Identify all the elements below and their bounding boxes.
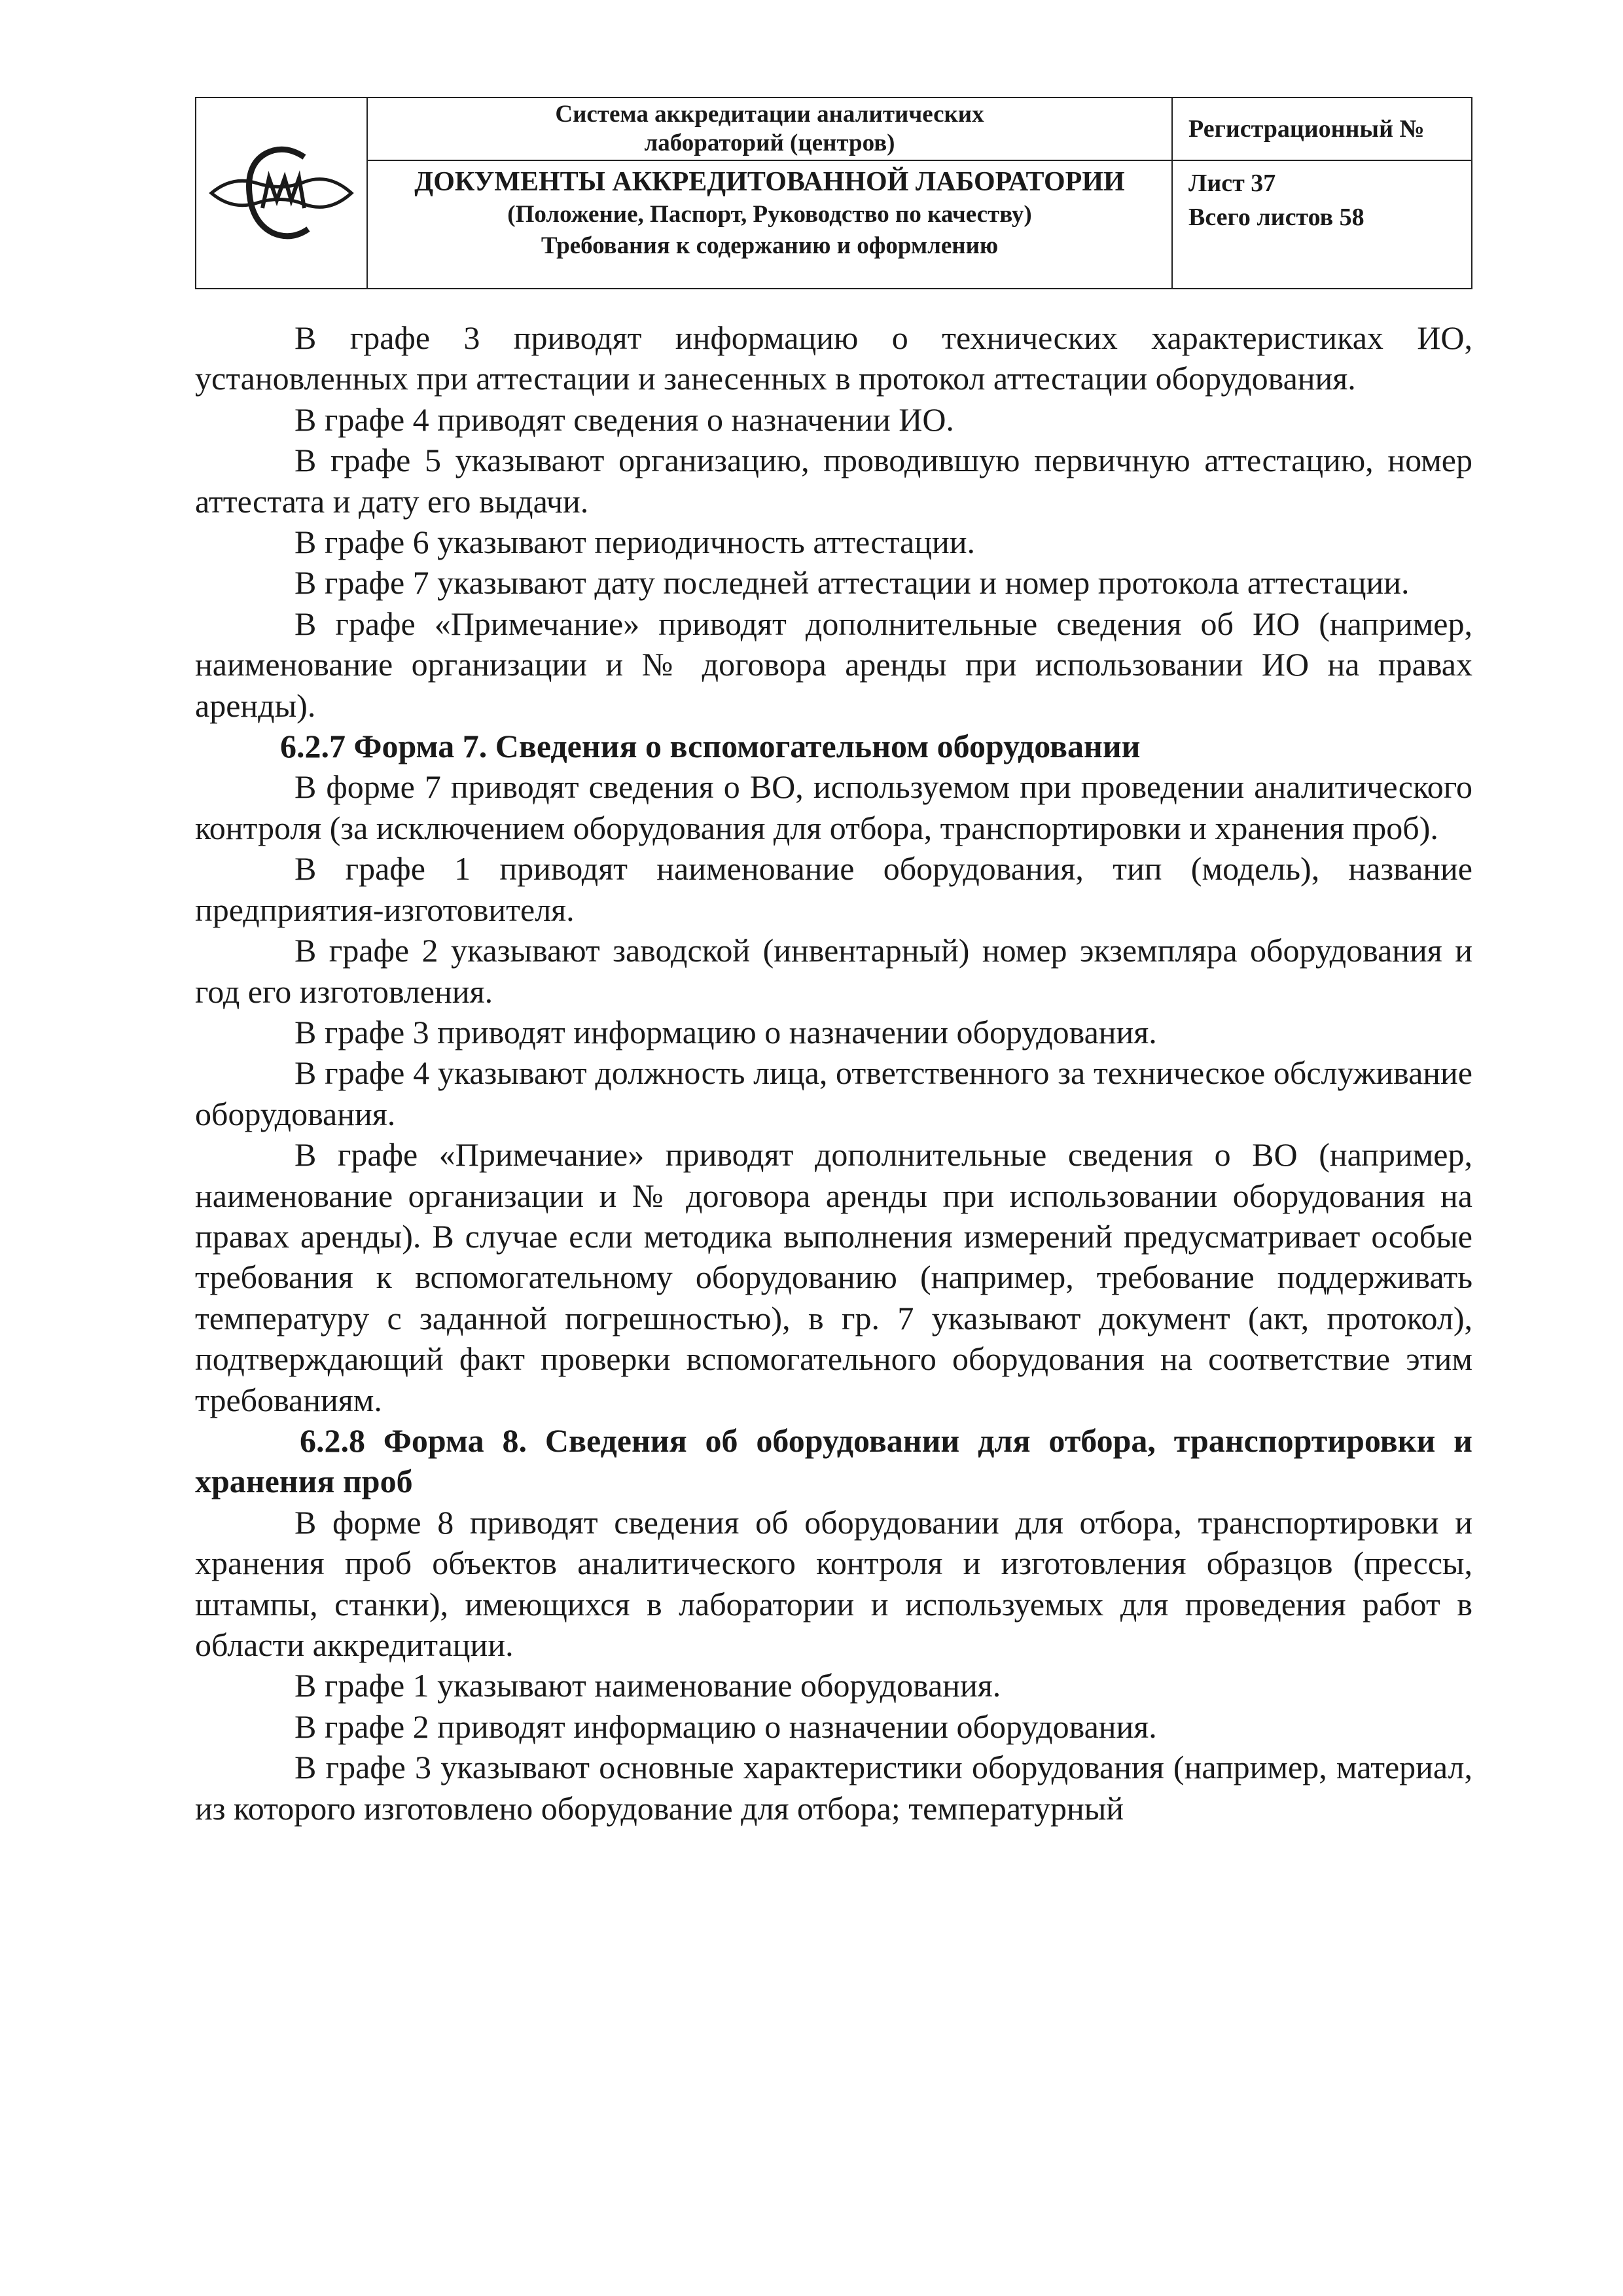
section-heading-6-2-8: 6.2.8 Форма 8. Сведения об оборудовании для отбора, транспортировки и хранения проб (195, 1422, 1472, 1500)
document-requirements: Требования к содержанию и оформлению (541, 232, 999, 259)
paragraph: В форме 7 приводят сведения о ВО, используемом при проведении аналитического контроля (за исключением оборудования для отбора, транспортировки и хранения проб). (195, 768, 1472, 846)
paragraph: В графе 2 приводят информацию о назначении оборудования. (294, 1708, 1157, 1745)
paragraph: В графе 2 указывают заводской (инвентарный) номер экземпляра оборудования и год его изготовления. (195, 932, 1472, 1010)
header-registration-cell (1173, 98, 1471, 288)
document-title: ДОКУМЕНТЫ АККРЕДИТОВАННОЙ ЛАБОРАТОРИИ (414, 167, 1125, 197)
document-subtitle: (Положение, Паспорт, Руководство по качеству) (507, 201, 1032, 228)
system-name (368, 98, 1171, 161)
paragraph: В графе 1 указывают наименование оборудования. (294, 1667, 1001, 1704)
total-sheets: Всего листов 58 (1188, 204, 1364, 231)
paragraph: В графе «Примечание» приводят дополнительные сведения об ИО (например, наименование организации и № договора аренды при использовании ИО на правах аренды). (195, 605, 1472, 724)
paragraph: В графе 3 приводят информацию о технических характеристиках ИО, установленных при аттестации и занесенных в протокол аттестации оборудования. (195, 319, 1472, 397)
header-title-cell (368, 98, 1173, 288)
registration-number: Регистрационный № (1173, 98, 1471, 161)
paragraph: В графе 1 приводят наименование оборудования, тип (модель), название предприятия-изготовителя. (195, 850, 1472, 928)
organization-logo-icon (206, 137, 357, 249)
paragraph: В графе «Примечание» приводят дополнительные сведения о ВО (например, наименование организации и № договора аренды при использовании оборудования на правах аренды). В случае если методика выполнения измерений предусматривает особые требования к вспомогательному оборудованию (например, требование поддерживать температуру с заданной погрешностью), в гр. 7 указывают документ (акт, протокол), подтверждающий факт проверки вспомогательного оборудования на соответствие этим требованиям. (195, 1136, 1472, 1418)
document-body (195, 317, 1472, 1829)
document-title-block (368, 161, 1171, 288)
logo-cell (196, 98, 368, 288)
section-heading-6-2-7: 6.2.7 Форма 7. Сведения о вспомогательном оборудовании (280, 728, 1141, 765)
paragraph: В графе 7 указывают дату последней аттестации и номер протокола аттестации. (294, 564, 1410, 601)
paragraph: В графе 4 приводят сведения о назначении ИО. (294, 401, 954, 438)
paragraph: В графе 3 указывают основные характеристики оборудования (например, материал, из которого изготовлено оборудование для отбора; температурный (195, 1749, 1472, 1827)
paragraph: В форме 8 приводят сведения об оборудовании для отбора, транспортировки и хранения проб объектов аналитического контроля и изготовления образцов (прессы, штампы, станки), имеющихся в лаборатории и используемых для проведения работ в области аккредитации. (195, 1503, 1472, 1663)
paragraph: В графе 6 указывают периодичность аттестации. (294, 524, 976, 561)
paragraph: В графе 4 указывают должность лица, ответственного за техническое обслуживание оборудования. (195, 1054, 1472, 1132)
sheet-info (1173, 161, 1471, 288)
paragraph: В графе 3 приводят информацию о назначении оборудования. (294, 1013, 1157, 1050)
system-name-line1: Система аккредитации аналитических (555, 101, 984, 128)
paragraph: В графе 5 указывают организацию, проводившую первичную аттестацию, номер аттестата и дату его выдачи. (195, 442, 1472, 520)
sheet-number: Лист 37 (1188, 170, 1276, 197)
system-name-line2: лабораторий (центров) (644, 130, 895, 156)
document-header (195, 97, 1472, 289)
